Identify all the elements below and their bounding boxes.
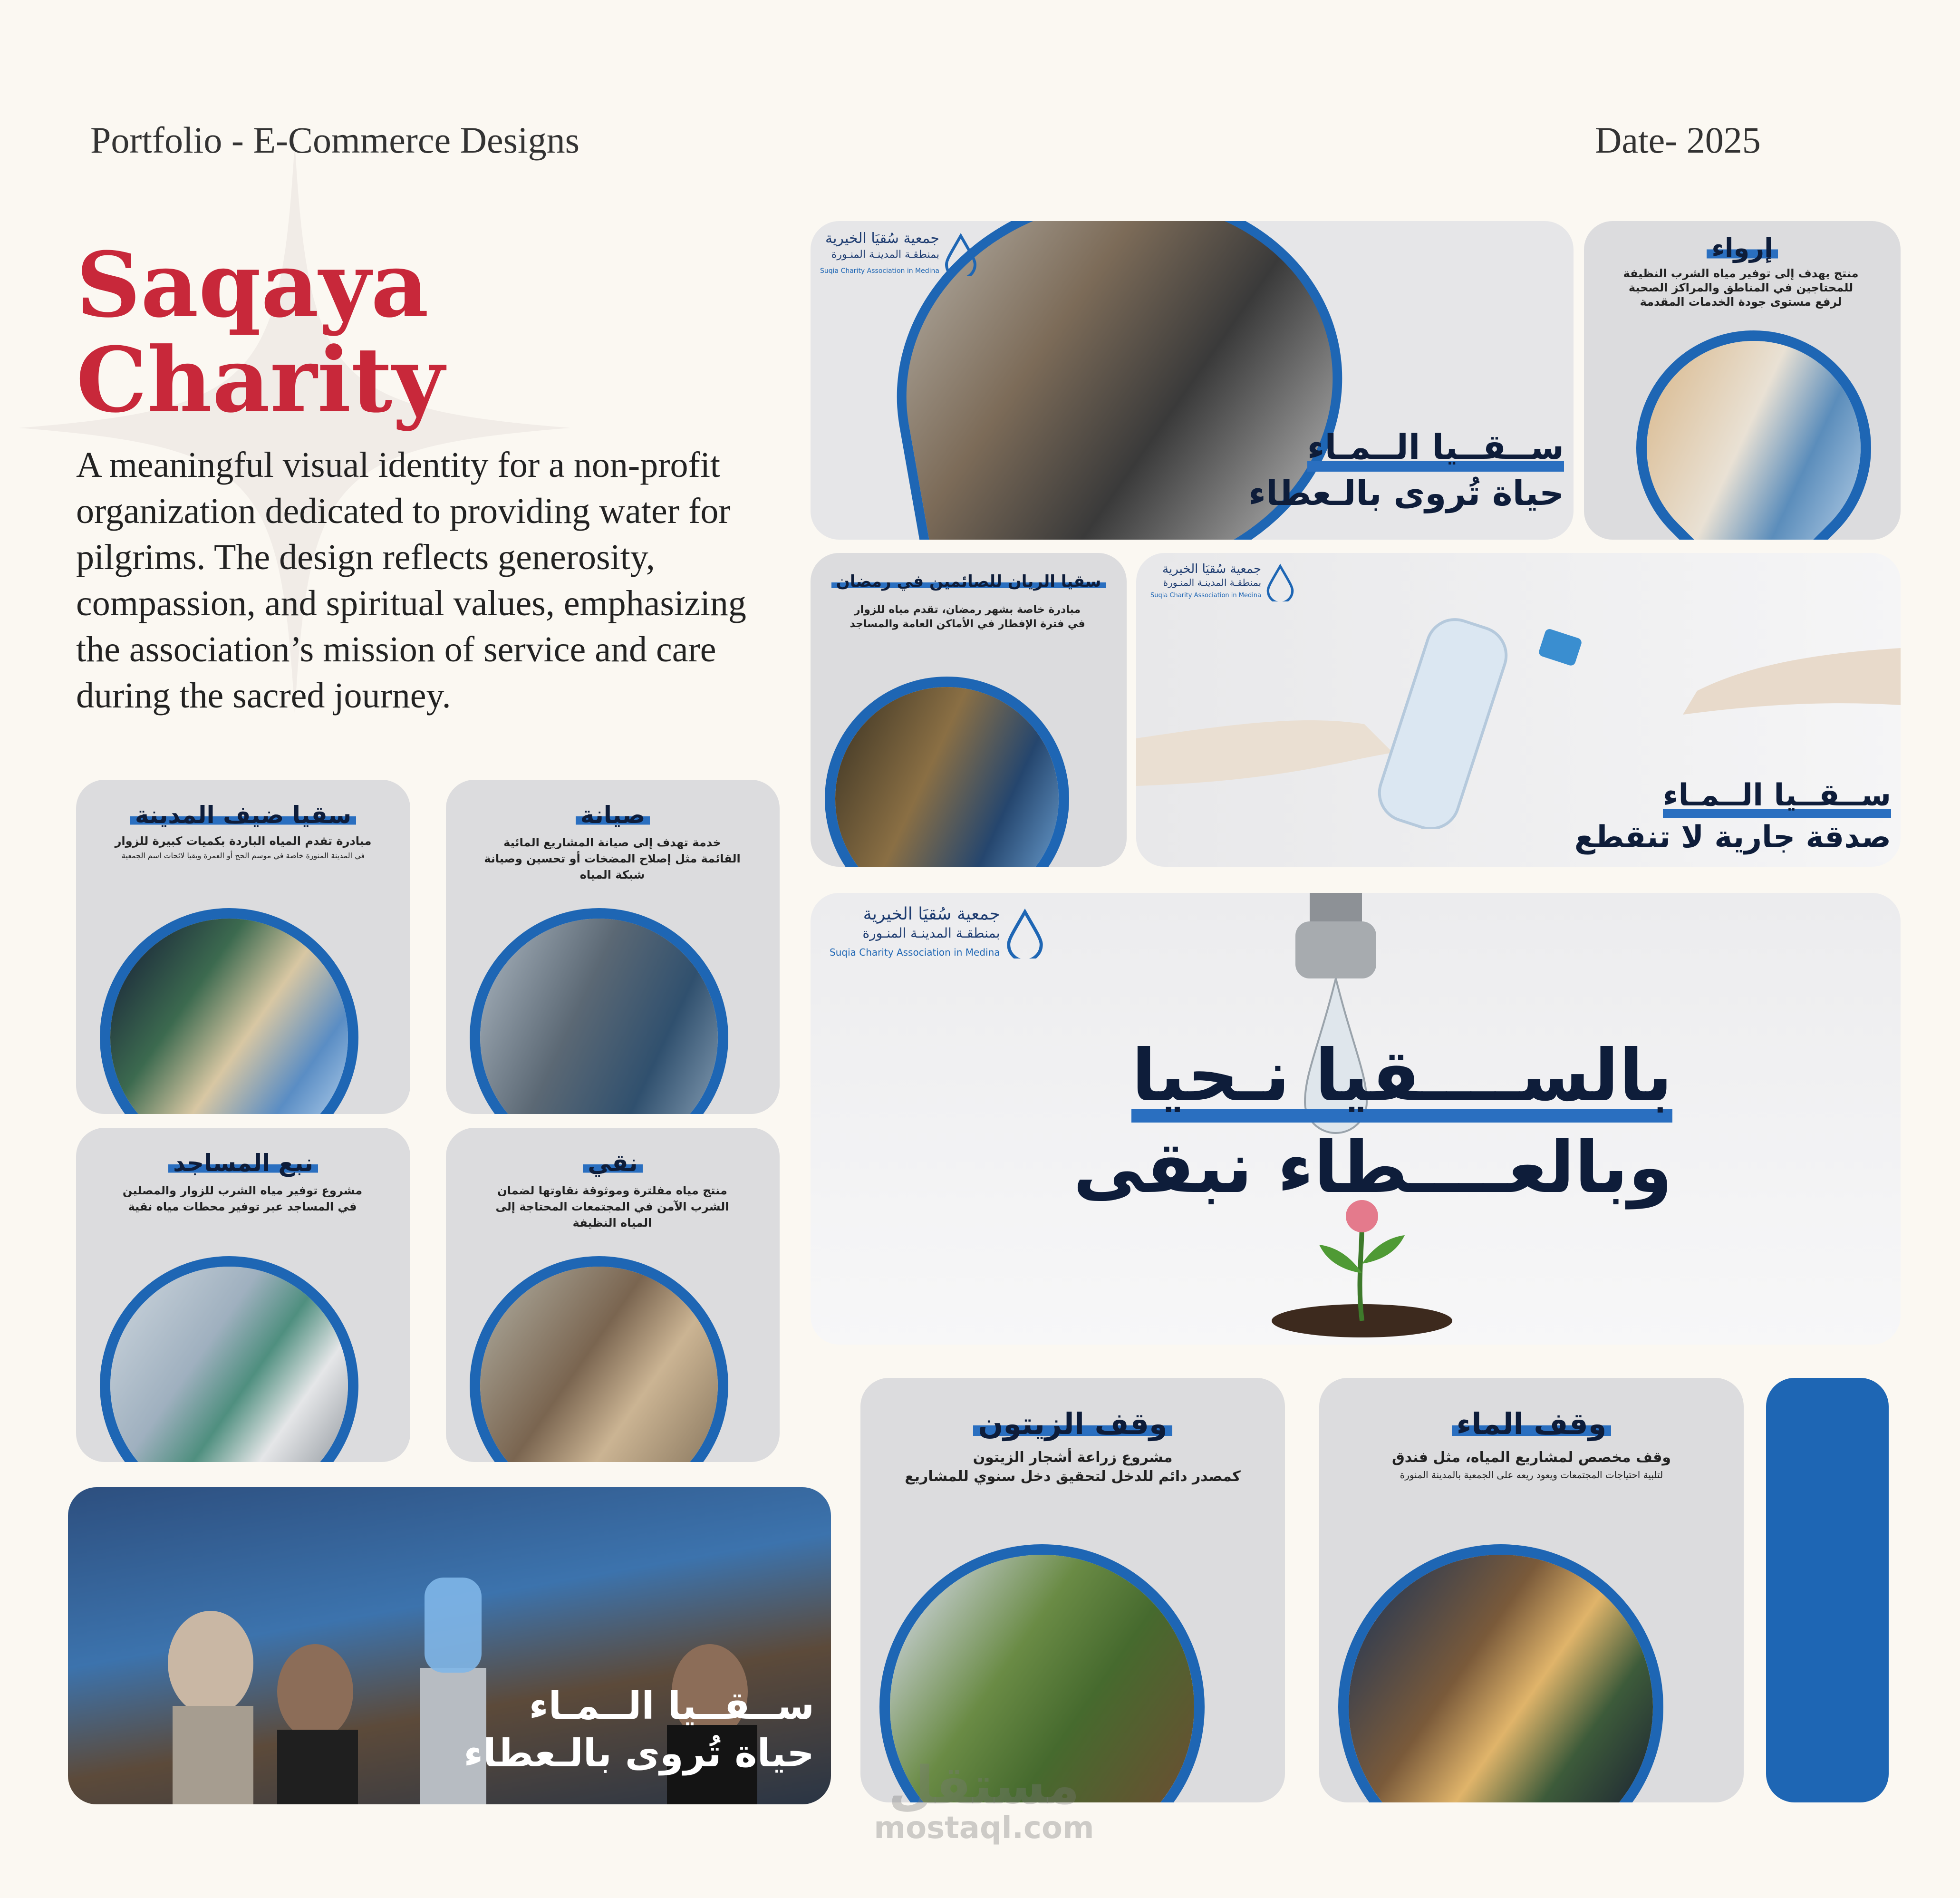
product-card-rayyan — [811, 553, 1127, 867]
card-body-line1: وقف مخصص لمشاريع المياه، مثل فندق — [1391, 1449, 1671, 1466]
banner-drop-slogan — [1073, 1031, 1672, 1213]
card-title: نقي — [446, 1149, 780, 1177]
card-photo-frame — [1588, 282, 1901, 540]
date-label: Date- 2025 — [1595, 119, 1761, 161]
card-title: صيانة — [446, 801, 780, 829]
slogan-line-2: وبالعــــطاء نبقى — [1073, 1126, 1672, 1209]
card-title: وقف الماء — [1319, 1406, 1744, 1441]
logo-drop-icon — [944, 233, 977, 276]
card-body: منتج يهدف إلى توفير مياه الشرب النظيفة للمحتاجين في المناطق والمراكز الصحية لرفع مستوى جودة الخدمات المقدمة — [1623, 267, 1859, 309]
card-body-line1: مشروع زراعة أشجار الزيتون — [973, 1449, 1173, 1466]
card-body: مشروع توفير مياه الشرب للزوار والمصلين في المساجد عبر توفير محطات مياه نقية — [122, 1184, 363, 1213]
product-card-guest — [76, 780, 410, 1114]
slogan-line-2: صدقة جارية لا تنقطع — [1574, 820, 1891, 855]
card-body: مبادرة خاصة بشهر رمضان، تقدم مياه للزوار في فترة الإفطار في الأماكن العامة والمساجد — [850, 604, 1085, 630]
slogan-line-1: ســقــيا الــمـاء — [1307, 433, 1564, 472]
product-card-maintenance — [446, 780, 780, 1114]
card-photo-frame — [860, 1477, 1272, 1802]
product-card-olive — [860, 1378, 1285, 1802]
slogan-line-2: حياة تُروى بالـعطاء — [1248, 473, 1564, 513]
card-body-line2: لتلبية احتياجات المجتمعات ويعود ريعه على الجمعية بالمدينة المنورة — [1400, 1469, 1663, 1481]
title-line-2: Charity — [76, 328, 444, 433]
card-photo-frame — [76, 1202, 410, 1462]
portfolio-label: Portfolio - E-Commerce Designs — [90, 119, 579, 161]
card-photo-frame — [76, 854, 410, 1114]
slogan-line-2: حياة تُروى بالـعطاء — [463, 1731, 814, 1775]
title-line-1: Saqaya — [76, 232, 429, 338]
product-card-mosques — [76, 1128, 410, 1462]
logo-en: Suqia Charity Association in Medina — [830, 947, 1000, 958]
card-photo-frame — [446, 854, 780, 1114]
card-body: خدمة تهدف إلى صيانة المشاريع المائية القائمة مثل إصلاح المضخات أو تحسين وصيانة شبكة المياه — [484, 836, 741, 881]
banner-bottle-slogan — [1574, 776, 1891, 856]
banner-bottom-card — [68, 1487, 831, 1804]
card-body: مبادرة تقدم المياه الباردة بكميات كبيرة للزوار — [115, 834, 372, 848]
card-title: سقيا ضيف المدينة — [76, 801, 410, 829]
description: A meaningful visual identity for a non-profit organization dedicated to providing water for pilgrims. The design reflects generosity, compassion, and spiritual values, emphasizing the association’s mission of service and care during the sacred journey. — [76, 445, 746, 716]
slogan-line-1: ســقــيا الــمـاء — [529, 1684, 814, 1728]
banner-drop-card — [811, 893, 1901, 1345]
logo-ar-line2: بمنطقـة المدينـة المنـورة — [1163, 577, 1262, 588]
product-card-irwaa — [1584, 221, 1901, 540]
card-photo-frame — [446, 1202, 780, 1462]
banner-bottom-slogan — [463, 1682, 814, 1777]
card-title: نبع المساجد — [76, 1149, 410, 1177]
banner-top-card — [811, 221, 1574, 540]
banner-bottle-card — [1136, 553, 1901, 867]
card-title: سقيا الريان للصائمين في رمضان — [811, 572, 1127, 591]
card-title: وقف الزيتون — [860, 1406, 1285, 1441]
logo-ar-line2: بمنطقـة المدينـة المنـورة — [831, 249, 939, 261]
card-photo-frame — [811, 626, 1120, 867]
watermark-en: mostaql.com — [874, 1811, 1094, 1846]
slogan-line-1: بالســــقيا نـحيا — [1131, 1043, 1672, 1123]
logo-ar-line2: بمنطقـة المدينـة المنـورة — [862, 925, 1000, 941]
card-photo-frame — [1319, 1477, 1731, 1802]
product-card-waqf — [1319, 1378, 1744, 1802]
banner-top-slogan — [1248, 426, 1564, 514]
logo-ar-line1: جمعية سُقيَا الخيرية — [825, 230, 939, 247]
logo-ar-line1: جمعية سُقيَا الخيرية — [1162, 562, 1262, 576]
logo-en: Suqia Charity Association in Medina — [1150, 592, 1262, 599]
logo-en: Suqia Charity Association in Medina — [820, 267, 939, 275]
slogan-line-1: ســقــيا الــمـاء — [1663, 782, 1891, 818]
page-title — [76, 232, 444, 433]
card-body-line2: كمصدر دائم للدخل لتحقيق دخل سنوي للمشاريع — [905, 1468, 1241, 1485]
watermark-ar: مستقل — [888, 1755, 1080, 1816]
card-small-text: في المدينة المنورة خاصة في موسم الحج أو العمرة ويقيا لائحات اسم الجمعية — [121, 851, 365, 860]
card-body: منتج مياه مفلترة وموثوقة نقاوتها لضمان الشرب الآمن في المجتمعات المحتاجة إلى المياه النظيفة — [495, 1184, 729, 1230]
brand-color-block — [1766, 1378, 1889, 1802]
banner-top-logo — [820, 231, 977, 279]
watermark — [860, 1755, 1108, 1846]
product-card-naqi — [446, 1128, 780, 1462]
logo-ar-line1: جمعية سُقيَا الخيرية — [863, 904, 1000, 924]
card-title: إرواء — [1584, 233, 1901, 263]
